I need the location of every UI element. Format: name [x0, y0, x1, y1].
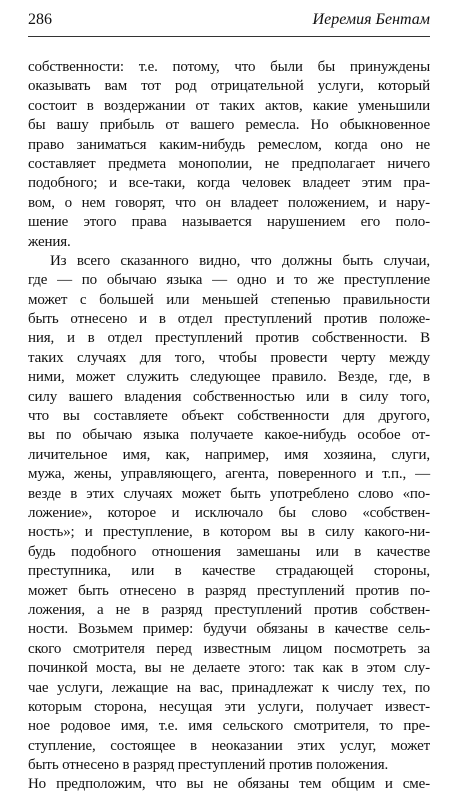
- running-head: Иеремия Бентам: [312, 11, 430, 28]
- text-line: вом, о нем говорят, что он владеет положением, и нару-: [28, 194, 430, 211]
- text-line: шение этого права называется нарушением его поло-: [28, 214, 430, 231]
- text-line: ность»; и преступление, в котором вы в силу какого-ни-: [28, 524, 430, 541]
- text-line: быть отнесено в разряд преступлений против положения.: [28, 757, 389, 774]
- page-header: [28, 8, 430, 32]
- text-line: подобного; и все-таки, когда человек владеет этим пра-: [28, 175, 430, 192]
- text-line: чае услуги, лежащие на вас, принадлежат к числу тех, по: [28, 679, 430, 696]
- text-line: ложения, а не в разряд преступлений против собствен-: [28, 601, 430, 618]
- text-line: преступника, или в качестве страдающей стороны,: [28, 563, 430, 580]
- text-line: личительное имя, как, например, имя хозяина, слуги,: [28, 446, 430, 463]
- text-line: мужа, жены, управляющего, агента, поверенного и т.п., —: [28, 466, 430, 483]
- page-number: 286: [28, 11, 52, 28]
- text-line: вы по обычаю языка получаете какое-нибудь особое от-: [28, 427, 430, 444]
- text-line: право заниматься каким-нибудь ремеслом, когда оно не: [28, 136, 430, 153]
- text-line: починкой моста, вы не делаете этого: так как в этом слу-: [28, 660, 430, 677]
- text-line: может быть отнесено в разряд преступлений против по-: [28, 582, 430, 599]
- text-line: будь подобного отношения замешаны или в качестве: [28, 543, 430, 560]
- header-rule: [28, 36, 430, 37]
- text-line: ского смотрителя перед известным лицом посмотреть за: [28, 640, 430, 657]
- text-line: ложение», которое и исключало бы слово «собствен-: [28, 504, 430, 521]
- text-line: собственности: т.е. потому, что были бы принуждены: [28, 59, 430, 75]
- text-line: может с большей или меньшей степенью правильности: [28, 291, 430, 308]
- text-line: быть отнесено и в отдел преступлений против положе-: [28, 311, 430, 328]
- text-line: которым сторона, несущая эти услуги, получает извест-: [28, 698, 430, 715]
- text-line: бы вашу прибыль от вашего ремесла. Но обыкновенное: [28, 117, 430, 134]
- text-line: ния, и в отдел преступлений против собственности. В: [28, 330, 430, 347]
- text-line: Из всего сказанного видно, что должны быть случаи,: [50, 252, 430, 269]
- text-line: Но предположим, что вы не обязаны тем общим и сме-: [28, 776, 430, 793]
- text-line: везде в этих случаях может быть употреблено слово «по-: [28, 485, 430, 502]
- text-line: ное родовое имя, т.е. имя сельского смотрителя, то пре-: [28, 718, 430, 735]
- text-line: ними, может служить следующее правило. Везде, где, в: [28, 369, 430, 386]
- text-line: ности. Возьмем пример: будучи обязаны в качестве сель-: [28, 621, 430, 638]
- text-line: оказывать вам тот род отрицательной услуги, который: [28, 78, 430, 95]
- text-line: что вы составляете объект собственности для другого,: [28, 408, 430, 425]
- text-line: ступление, состоящее в неоказании этих услуг, может: [28, 737, 430, 754]
- text-line: силу вашего владения собственностью или в силу того,: [28, 388, 430, 405]
- text-line: где — по обычаю языка — одно и то же преступление: [28, 272, 430, 289]
- text-line: составляет предмета монополии, не предполагает ничего: [28, 155, 430, 172]
- body-text: [28, 58, 430, 793]
- text-line: таких случаях для того, чтобы провести черту между: [28, 349, 430, 366]
- text-line: состоит в воздержании от таких актов, какие уменьшили: [28, 97, 430, 114]
- text-line: жения.: [28, 233, 71, 250]
